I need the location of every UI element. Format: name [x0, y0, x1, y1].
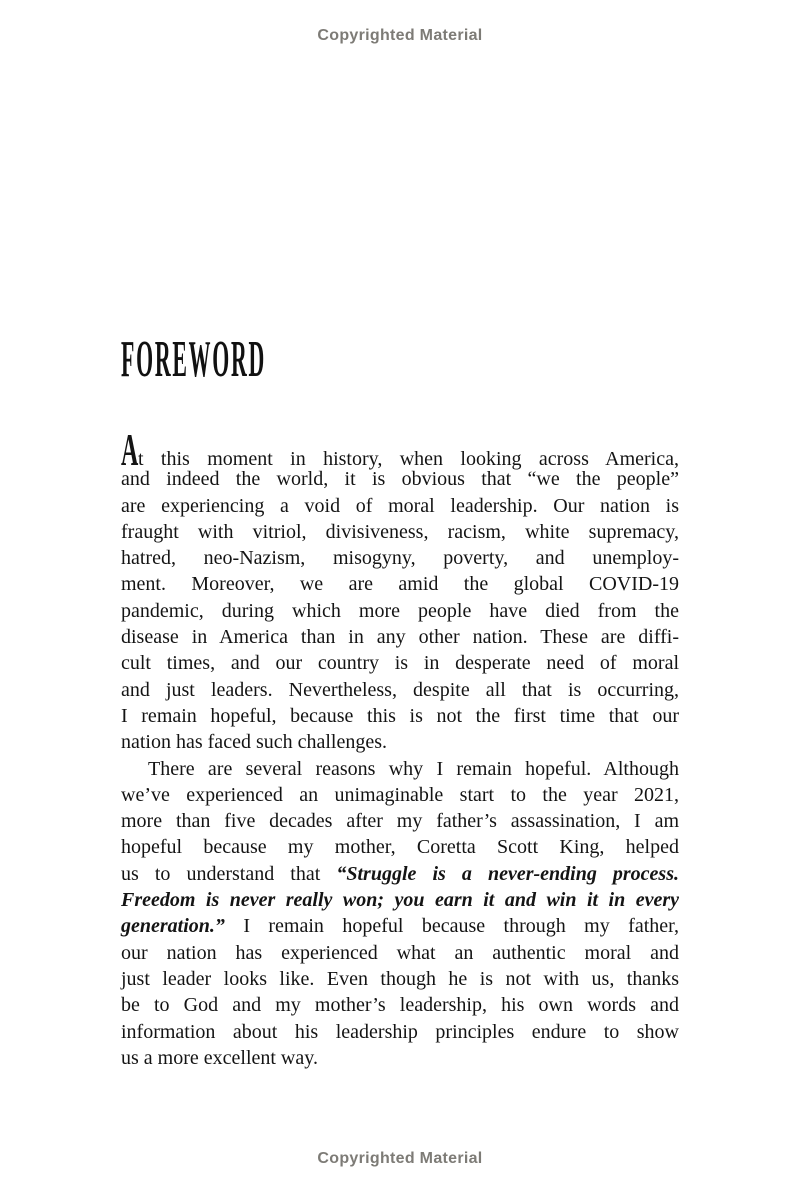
- initial-cap: A: [121, 424, 139, 475]
- text-segment: I remain hopeful because through my father,: [224, 915, 679, 938]
- text-line: [121, 703, 679, 729]
- text-line: [121, 466, 679, 492]
- text-segment: pandemic, during which more people have died from the: [121, 599, 679, 622]
- text-segment: and just leaders. Nevertheless, despite all that is occurring,: [121, 678, 679, 701]
- text-line: [121, 1019, 679, 1045]
- text-line: [121, 966, 679, 992]
- copyright-notice-top: Copyrighted Material: [317, 27, 483, 44]
- text-segment: information about his leadership principles endure to show: [121, 1020, 679, 1043]
- text-segment: us to understand that: [121, 862, 337, 885]
- text-segment: cult times, and our country is in desperate need of moral: [121, 652, 679, 675]
- chapter-title: [121, 331, 466, 388]
- text-segment: just leader looks like. Even though he is not with us, thanks: [121, 967, 679, 990]
- quote-segment: generation.”: [121, 915, 225, 938]
- text-line: [121, 756, 679, 782]
- text-segment: disease in America than in any other nation. These are diffi-: [121, 626, 679, 649]
- text-segment: hopeful because my mother, Coretta Scott King, helped: [121, 836, 679, 859]
- text-line: [121, 992, 679, 1018]
- text-line: [121, 424, 679, 475]
- text-line: [121, 519, 679, 545]
- text-line: [121, 545, 679, 571]
- text-segment: are experiencing a void of moral leadership. Our nation is: [121, 494, 679, 517]
- text-segment: There are several reasons why I remain hopeful. Although: [148, 757, 679, 780]
- text-line: [121, 808, 679, 834]
- quote-segment: Freedom is never really won; you earn it and win it in every: [121, 889, 679, 912]
- text-segment: hatred, neo-Nazism, misogyny, poverty, and unemploy-: [121, 547, 679, 570]
- text-line: [121, 598, 679, 624]
- text-line: [121, 940, 679, 966]
- text-line: [121, 650, 679, 676]
- quote-segment: “Struggle is a never-ending process.: [336, 862, 679, 885]
- text-line: [121, 493, 679, 519]
- text-segment: be to God and my mother’s leadership, his own words and: [121, 994, 679, 1017]
- text-line: [121, 782, 679, 808]
- text-line: [121, 913, 679, 939]
- text-segment: nation has faced such challenges.: [121, 731, 388, 754]
- text-segment: fraught with vitriol, divisiveness, racism, white supremacy,: [121, 520, 679, 543]
- chapter-title-text: FOREWORD: [121, 331, 267, 388]
- text-segment: ment. Moreover, we are amid the global COVID-19: [121, 573, 679, 596]
- text-segment: t this moment in history, when looking across America,: [138, 448, 679, 470]
- foreword-text: [121, 424, 679, 1071]
- text-line: [121, 571, 679, 597]
- text-line: [121, 677, 679, 703]
- text-line: [121, 729, 679, 755]
- text-segment: I remain hopeful, because this is not the first time that our: [121, 704, 679, 727]
- text-segment: and indeed the world, it is obvious that “we the people”: [121, 468, 679, 491]
- text-segment: we’ve experienced an unimaginable start to the year 2021,: [121, 783, 679, 806]
- copyright-notice-bottom: Copyrighted Material: [317, 1150, 483, 1167]
- text-line: [121, 1045, 679, 1071]
- text-line: [121, 624, 679, 650]
- text-line: [121, 861, 679, 887]
- text-line: [121, 834, 679, 860]
- text-segment: our nation has experienced what an authentic moral and: [121, 941, 679, 964]
- text-segment: more than five decades after my father’s assassination, I am: [121, 810, 679, 833]
- text-segment: us a more excellent way.: [121, 1046, 318, 1069]
- text-line: [121, 887, 679, 913]
